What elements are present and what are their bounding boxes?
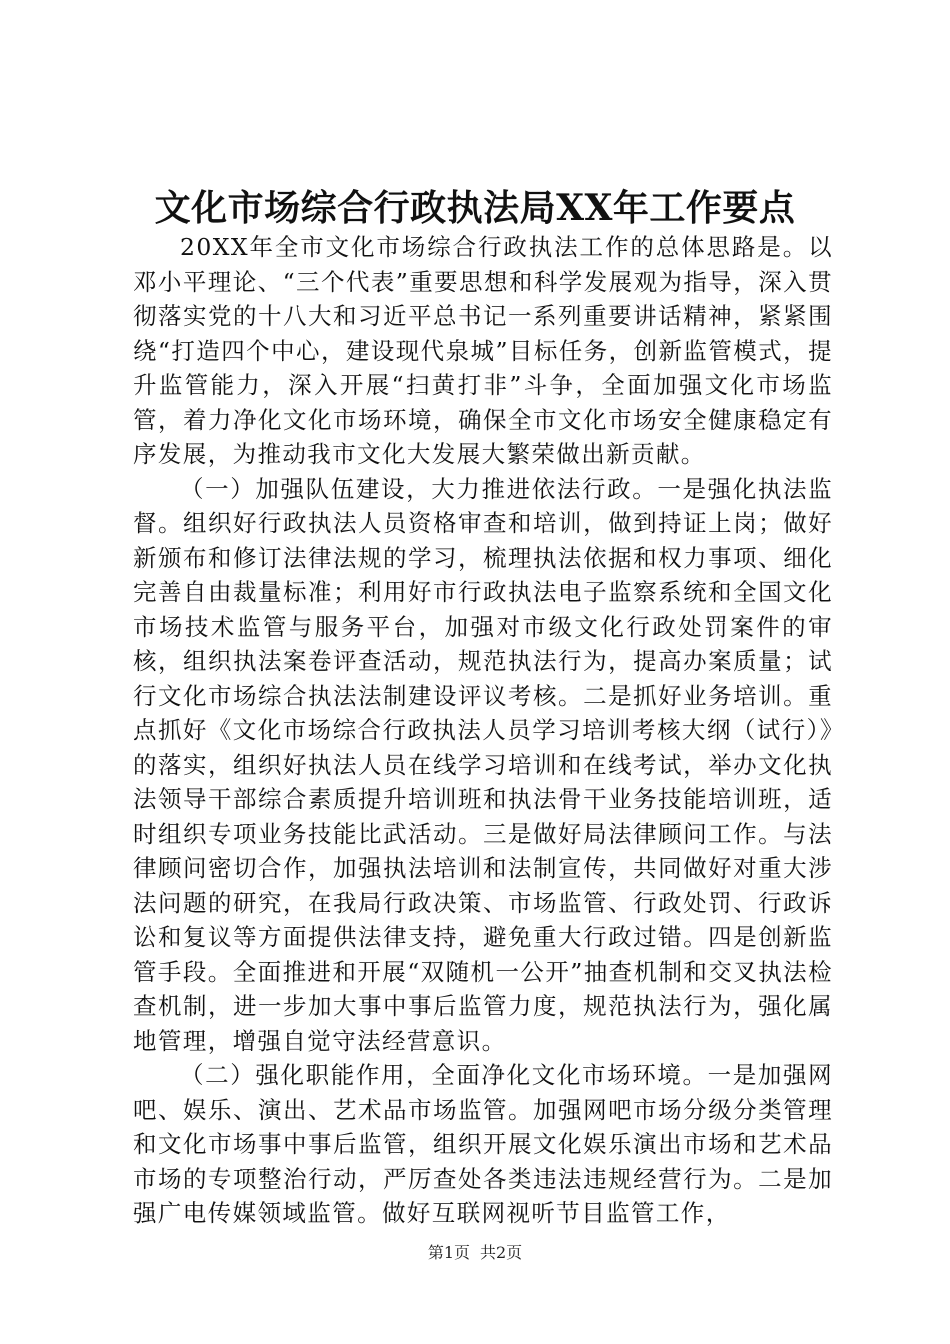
document-body xyxy=(133,230,833,1231)
page-footer xyxy=(0,1241,950,1265)
page-count: 共2页 xyxy=(480,1243,523,1262)
paragraph-section-2: （二）强化职能作用，全面净化文化市场环境。一是加强网吧、娱乐、演出、艺术品市场监管。加强网吧市场分级分类管理和文化市场事中事后监管，组织开展文化娱乐演出市场和艺术品市场的专项整治行动，严厉查处各类违法违规经营行为。二是加强广电传媒领域监管。做好互联网视听节目监管工作， xyxy=(133,1061,833,1227)
document-title: 文化市场综合行政执法局XX年工作要点 xyxy=(154,187,796,229)
page-number: 第1页 xyxy=(427,1243,470,1262)
paragraph-section-1: （一）加强队伍建设，大力推进依法行政。一是强化执法监督。组织好行政执法人员资格审查和培训，做到持证上岗；做好新颁布和修订法律法规的学习，梳理执法依据和权力事项、细化完善自由裁量标准；利用好市行政执法电子监察系统和全国文化市场技术监管与服务平台，加强对市级文化行政处罚案件的审核，组织执法案卷评查活动，规范执法行为，提高办案质量；试行文化市场综合执法法制建设评议考核。二是抓好业务培训。重点抓好《文化市场综合行政执法人员学习培训考核大纲（试行）》的落实，组织好执法人员在线学习培训和在线考试，举办文化执法领导干部综合素质提升培训班和执法骨干业务技能培训班，适时组织专项业务技能比武活动。三是做好局法律顾问工作。与法律顾问密切合作，加强执法培训和法制宣传，共同做好对重大涉法问题的研究，在我局行政决策、市场监管、行政处罚、行政诉讼和复议等方面提供法律支持，避免重大行政过错。四是创新监管手段。全面推进和开展“双随机一公开”抽查机制和交叉执法检查机制，进一步加大事中事后监管力度，规范执法行为，强化属地管理，增强自觉守法经营意识。 xyxy=(133,474,833,1055)
paragraph-overview: 20XX年全市文化市场综合行政执法工作的总体思路是。以邓小平理论、“三个代表”重要思想和科学发展观为指导，深入贯彻落实党的十八大和习近平总书记一系列重要讲话精神，紧紧围绕“打造四个中心，建设现代泉城”目标任务，创新监管模式，提升监管能力，深入开展“扫黄打非”斗争，全面加强文化市场监管，着力净化文化市场环境，确保全市文化市场安全健康稳定有序发展，为推动我市文化大发展大繁荣做出新贡献。 xyxy=(133,233,833,468)
